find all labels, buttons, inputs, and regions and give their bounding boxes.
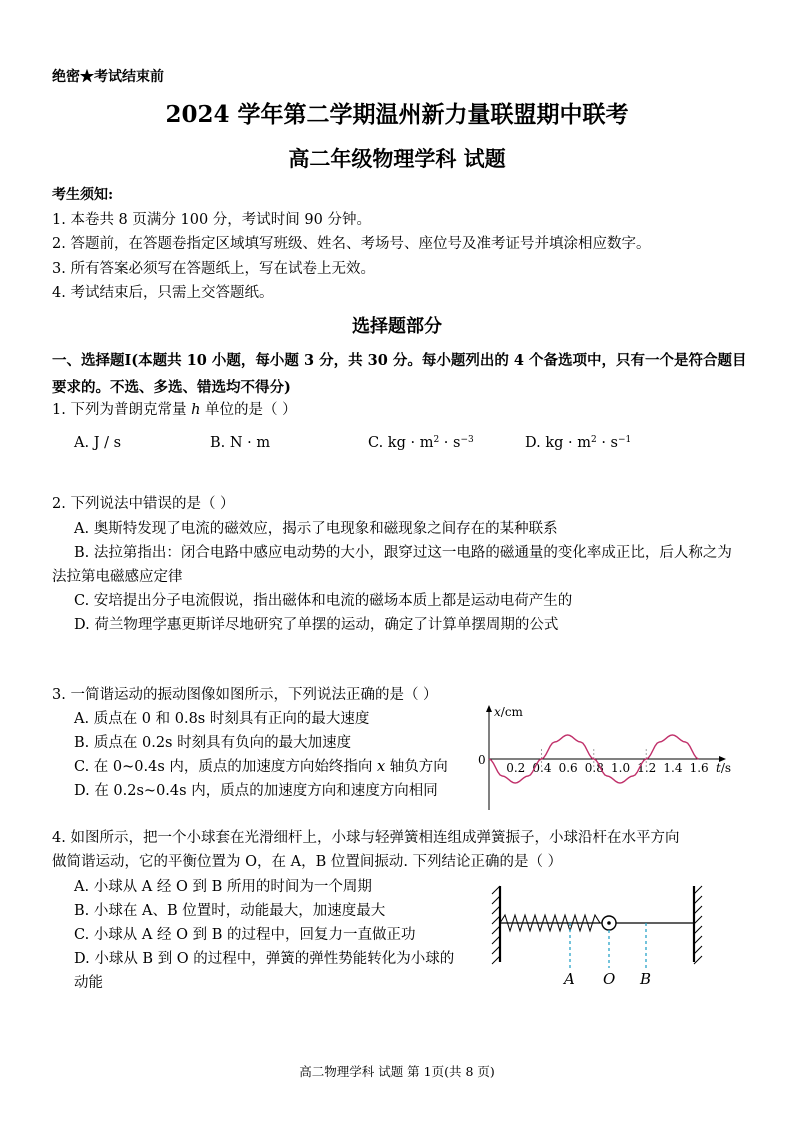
question-3-option-d: D. 在 0.2s~0.4s 内，质点的加速度方向和速度方向相同 [74, 783, 438, 799]
x-axis-label: t/s [716, 761, 732, 775]
label-b: B [640, 970, 652, 988]
question-2-option-c: C. 安培提出分子电流假说，指出磁体和电流的磁场本质上都是运动电荷产生的 [74, 593, 573, 609]
question-1-stem: 1. 下列为普朗克常量 h 单位的是（ ） [52, 402, 297, 418]
question-2-option-d: D. 荷兰物理学惠更斯详尽地研究了单摆的运动，确定了计算单摆周期的公式 [74, 617, 559, 633]
question-4-option-d: D. 小球从 B 到 O 的过程中，弹簧的弹性势能转化为小球的 [74, 951, 455, 967]
x-tick-label: 0.8 [584, 761, 604, 775]
x-tick-label: 1.0 [611, 761, 631, 775]
x-tick-label: 0.6 [558, 761, 578, 775]
y-axis-label: x/cm [494, 705, 523, 719]
x-tick-label: 0.2 [506, 761, 526, 775]
label-o: O [603, 970, 616, 988]
question-4-option-d-continued: 动能 [74, 975, 103, 991]
section-title: 选择题部分 [352, 316, 442, 337]
page-footer: 高二物理学科 试题 第 1页(共 8 页) [299, 1064, 495, 1079]
notice-heading: 考生须知: [52, 187, 114, 203]
question-1-option-d: D. kg · $m^2 \cdot s^{-1}$ [525, 435, 632, 451]
question-3-option-b: B. 质点在 0.2s 时刻具有负向的最大加速度 [74, 735, 352, 751]
x-tick-label: 1.4 [663, 761, 683, 775]
vibration-graph [470, 696, 740, 814]
question-4-option-a: A. 小球从 A 经 O 到 B 所用的时间为一个周期 [74, 879, 372, 895]
notice-item: 2. 答题前，在答题卷指定区域填写班级、姓名、考场号、座位号及准考证号并填涂相应数字。 [52, 236, 651, 252]
exam-subtitle: 高二年级物理学科 试题 [288, 146, 506, 171]
question-4-stem-line-1: 4. 如图所示，把一个小球套在光滑细杆上，小球与轻弹簧相连组成弹簧振子，小球沿杆在水平方向 [52, 830, 680, 846]
question-1-option-b: B. N · m [210, 435, 271, 451]
question-3-option-a: A. 质点在 0 和 0.8s 时刻具有正向的最大速度 [74, 711, 370, 727]
notice-item: 3. 所有答案必须写在答题纸上，写在试卷上无效。 [52, 261, 375, 277]
question-4-option-c: C. 小球从 A 经 O 到 B 的过程中，回复力一直做正功 [74, 927, 416, 943]
question-3-option-c: C. 在 0~0.4s 内，质点的加速度方向始终指向 x 轴负方向 [74, 759, 448, 775]
x-tick-label: 0.4 [532, 761, 552, 775]
notice-item: 4. 考试结束后，只需上交答题纸。 [52, 285, 274, 301]
question-1-option-c: C. kg · $m^2 \cdot s^{-3}$ [368, 435, 474, 451]
right-wall [694, 886, 702, 964]
exam-title: 2024 学年第二学期温州新力量联盟期中联考 [165, 101, 629, 128]
left-wall [492, 886, 500, 964]
x-tick-label: 1.2 [637, 761, 657, 775]
label-a: A [564, 970, 575, 988]
origin-label: 0 [478, 753, 486, 767]
spring-oscillator-figure [486, 880, 716, 992]
question-4-stem-line-2: 做简谐运动，它的平衡位置为 O，在 A，B 位置间振动. 下列结论正确的是（ ） [52, 854, 563, 870]
question-2-stem: 2. 下列说法中错误的是（ ） [52, 496, 235, 512]
notice-item: 1. 本卷共 8 页满分 100 分，考试时间 90 分钟。 [52, 212, 371, 228]
section-instructions: 一、选择题Ⅰ(本题共 10 小题，每小题 3 分，共 30 分。每小题列出的 4 个备选项中，只有一个是符合题目要求的。不选、多选、错选均不得分) [52, 352, 747, 396]
question-2-option-b: B. 法拉第指出：闭合电路中感应电动势的大小，跟穿过这一电路的磁通量的变化率成正比，后人称之为法拉第电磁感应定律 [52, 545, 732, 585]
question-3-stem: 3. 一简谐运动的振动图像如图所示，下列说法正确的是（ ） [52, 687, 438, 703]
ball-center [607, 921, 611, 925]
x-tick-label: 1.6 [689, 761, 709, 775]
question-2-option-a: A. 奥斯特发现了电流的磁效应，揭示了电现象和磁现象之间存在的某种联系 [74, 521, 558, 537]
question-4-option-b: B. 小球在 A、B 位置时，动能最大，加速度最大 [74, 903, 386, 919]
confidential-label: 绝密★考试结束前 [52, 69, 164, 85]
question-1-option-a: A. J / s [74, 435, 122, 451]
